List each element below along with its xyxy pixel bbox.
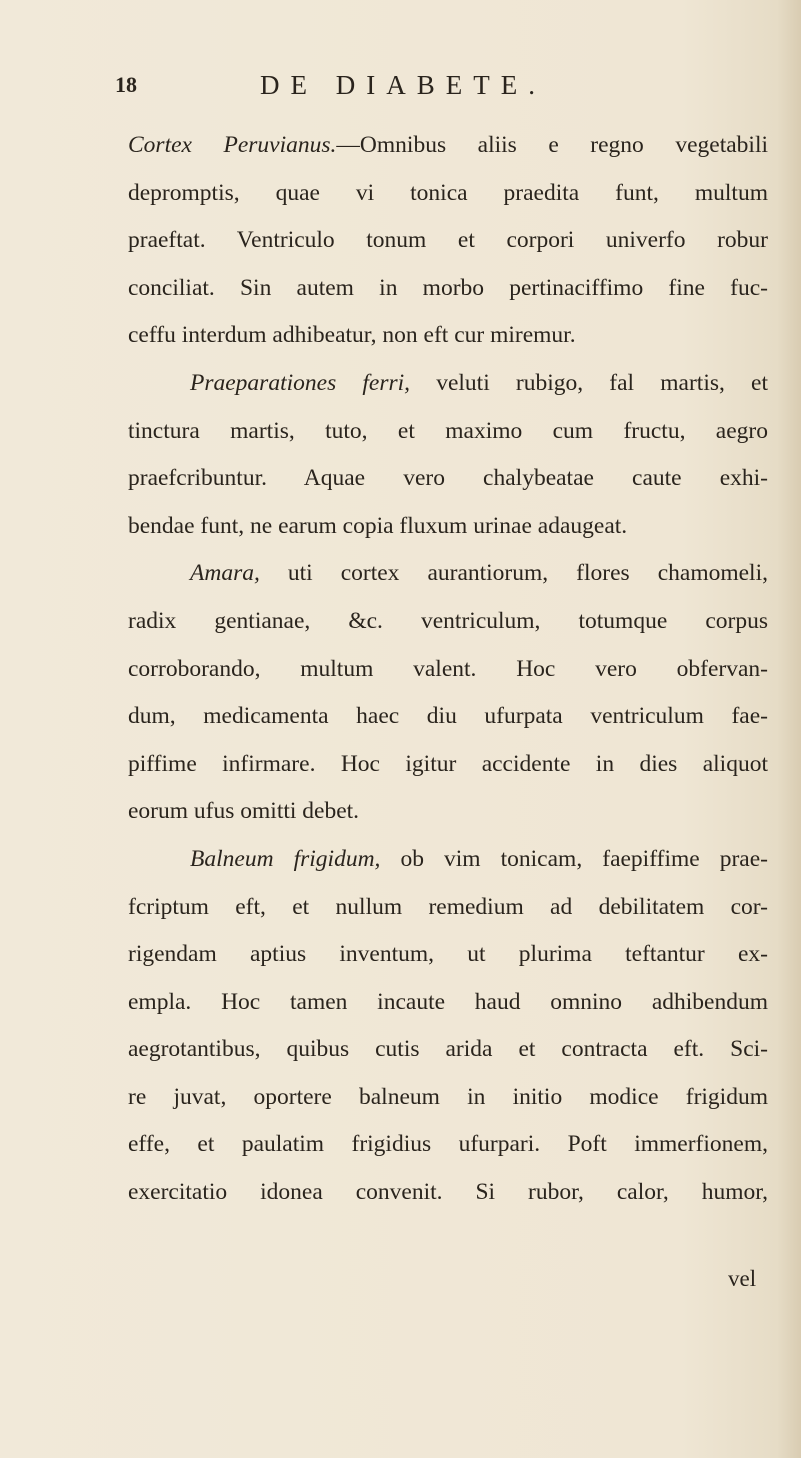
text-line: corroborando, multum valent. Hoc vero obfervan-	[128, 655, 768, 682]
text-line: dum, medicamenta haec diu ufurpata ventriculum fae-	[128, 703, 768, 730]
catchword: vel	[728, 1266, 757, 1291]
text-line: piffime infirmare. Hoc igitur accidente in dies aliquot	[128, 750, 768, 777]
text-line: depromptis, quae vi tonica praedita funt, multum	[128, 179, 768, 206]
text-line: praeftat. Ventriculo tonum et corpori univerfo robur	[128, 227, 768, 254]
page-header	[115, 72, 715, 112]
text-line: effe, et paulatim frigidius ufurpari. Poft immerfionem,	[128, 1131, 768, 1158]
text-line: praefcribuntur. Aquae vero chalybeatae caute exhi-	[128, 465, 768, 492]
text-line: empla. Hoc tamen incaute haud omnino adhibendum	[128, 988, 768, 1015]
text-line: aegrotantibus, quibus cutis arida et contracta eft. Sci-	[128, 1036, 768, 1063]
text-line: exercitatio idonea convenit. Si rubor, calor, humor,	[128, 1179, 768, 1206]
text-line: ceffu interdum adhibeatur, non eft cur miremur.	[128, 322, 576, 349]
paragraph-heading: Balneum frigidum,	[190, 845, 381, 872]
text-line: eorum ufus omitti debet.	[128, 798, 360, 825]
text-line: bendae funt, ne earum copia fluxum urinae adaugeat.	[128, 512, 628, 539]
text-line: Balneum frigidum, ob vim tonicam, faepiffime prae-	[190, 845, 768, 872]
text-line: Amara, uti cortex aurantiorum, flores chamomeli,	[190, 560, 768, 587]
text-line: conciliat. Sin autem in morbo pertinaciffimo fine fuc-	[128, 274, 768, 301]
text-line: radix gentianae, &c. ventriculum, totumque corpus	[128, 607, 768, 634]
text-line: fcriptum eft, et nullum remedium ad debilitatem cor-	[128, 893, 768, 920]
page-number: 18	[115, 72, 137, 97]
paragraph-heading: Amara,	[190, 560, 260, 587]
text-line: tinctura martis, tuto, et maximo cum fructu, aegro	[128, 417, 768, 444]
text-line: re juvat, oportere balneum in initio modice frigidum	[128, 1083, 768, 1110]
paragraph-heading: Cortex Peruvianus.	[128, 132, 337, 158]
paragraph-heading: Praeparationes ferri,	[190, 369, 411, 396]
running-title: DE DIABETE.	[260, 70, 546, 100]
text-line: Praeparationes ferri, veluti rubigo, fal martis, et	[190, 369, 768, 396]
text-line: Cortex Peruvianus.—Omnibus aliis e regno vegetabili	[128, 132, 769, 158]
text-line: rigendam aptius inventum, ut plurima teftantur ex-	[128, 941, 768, 968]
body-text	[128, 122, 768, 1217]
